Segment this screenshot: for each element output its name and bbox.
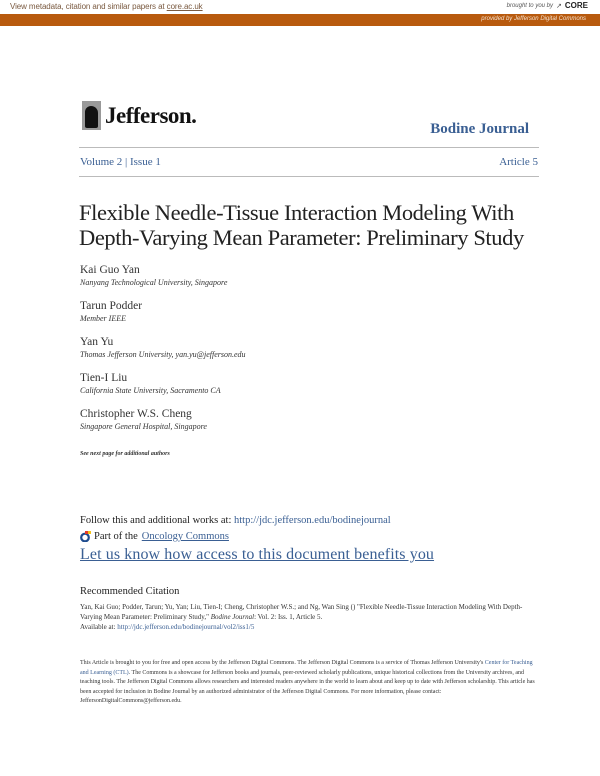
brought-to-you: brought to you by ↗ CORE	[506, 1, 588, 10]
author-item	[80, 335, 246, 360]
core-banner	[0, 0, 600, 13]
metadata-text: View metadata, citation and similar papers at core.ac.uk	[10, 2, 203, 11]
paper-title: Flexible Needle-Tissue Interaction Modeling With Depth-Varying Mean Parameter: Preliminary Study	[79, 200, 524, 250]
citation-heading: Recommended Citation	[80, 586, 180, 597]
author-name: Kai Guo Yan	[80, 264, 140, 276]
part-of-line: Part of the Oncology Commons	[80, 531, 229, 542]
see-next-page-note: See next page for additional authors	[80, 451, 170, 457]
article-number[interactable]: Article 5	[499, 156, 538, 168]
issue-link[interactable]: Issue 1	[129, 156, 161, 168]
author-affiliation: Thomas Jefferson University, yan.yu@jefferson.edu	[80, 350, 246, 359]
core-label[interactable]: CORE	[564, 1, 588, 10]
journal-url-link[interactable]: http://jdc.jefferson.edu/bodinejournal	[234, 515, 391, 526]
ctl-link[interactable]: Center for Teaching and Learning (CTL)	[80, 660, 533, 676]
jefferson-shield-icon	[82, 101, 101, 130]
author-item	[80, 299, 246, 324]
jefferson-logo	[82, 101, 196, 130]
author-item	[80, 263, 246, 288]
author-item	[80, 371, 246, 396]
author-list	[80, 263, 246, 443]
core-logo-icon: ↗	[556, 2, 562, 10]
author-affiliation: Nanyang Technological University, Singapore	[80, 278, 228, 287]
author-affiliation: Singapore General Hospital, Singapore	[80, 422, 207, 431]
author-affiliation: California State University, Sacramento CA	[80, 386, 221, 395]
core-link[interactable]: core.ac.uk	[166, 2, 203, 11]
author-name: Christopher W.S. Cheng	[80, 408, 192, 420]
author-item	[80, 407, 246, 432]
volume-link[interactable]: Volume 2	[80, 156, 123, 168]
author-affiliation: Member IEEE	[80, 314, 126, 323]
author-name: Yan Yu	[80, 336, 114, 348]
provided-by-bar	[0, 14, 600, 26]
volume-issue: Volume 2 | Issue 1	[80, 156, 161, 168]
provided-by-text: provided by Jefferson Digital Commons	[481, 16, 586, 22]
oncology-commons-link[interactable]: Oncology Commons	[141, 531, 229, 542]
divider-bottom	[79, 176, 539, 177]
author-name: Tien-I Liu	[80, 372, 128, 384]
feedback-link[interactable]: Let us know how access to this document benefits you	[80, 546, 435, 563]
logo-text: Jefferson.	[105, 102, 197, 128]
citation-url-link[interactable]: http://jdc.jefferson.edu/bodinejournal/vol2/iss1/5	[117, 623, 255, 631]
access-statement: This Article is brought to you for free and open access by the Jefferson Digital Commons. The Jefferson Digital Commons is a service of Thomas Jefferson University's Center for Teaching and Learning (CTL). The Commons is a showcase for Jefferson books and journals, peer-reviewed scholarly publications, unique historical collections from the University archives, and teaching tools. The Jefferson Digital Commons allows researchers and interested readers anywhere in the world to learn about and keep up to date with Jefferson scholarship. This article has been accepted for inclusion in Bodine Journal by an authorized administrator of the Jefferson Digital Commons. For more information, please contact: JeffersonDigitalCommons@jefferson.edu.	[80, 660, 535, 705]
follow-line: Follow this and additional works at: http://jdc.jefferson.edu/bodinejournal	[80, 515, 391, 526]
journal-name[interactable]: Bodine Journal	[430, 121, 529, 137]
author-name: Tarun Podder	[80, 300, 143, 312]
bepress-commons-icon	[80, 531, 91, 542]
citation-text: Yan, Kai Guo; Podder, Tarun; Yu, Yan; Liu, Tien-I; Cheng, Christopher W.S.; and Ng, Wan Sing () "Flexible Needle-Tissue Interaction Modeling With Depth-Varying Mean Parameter: Preliminary Study," Bodine Journal: Vol. 2: Iss. 1, Article 5. Available at: http://jdc.jefferson.edu/bodinejournal/vol2/iss1/5	[80, 603, 523, 631]
divider-top	[79, 147, 539, 148]
